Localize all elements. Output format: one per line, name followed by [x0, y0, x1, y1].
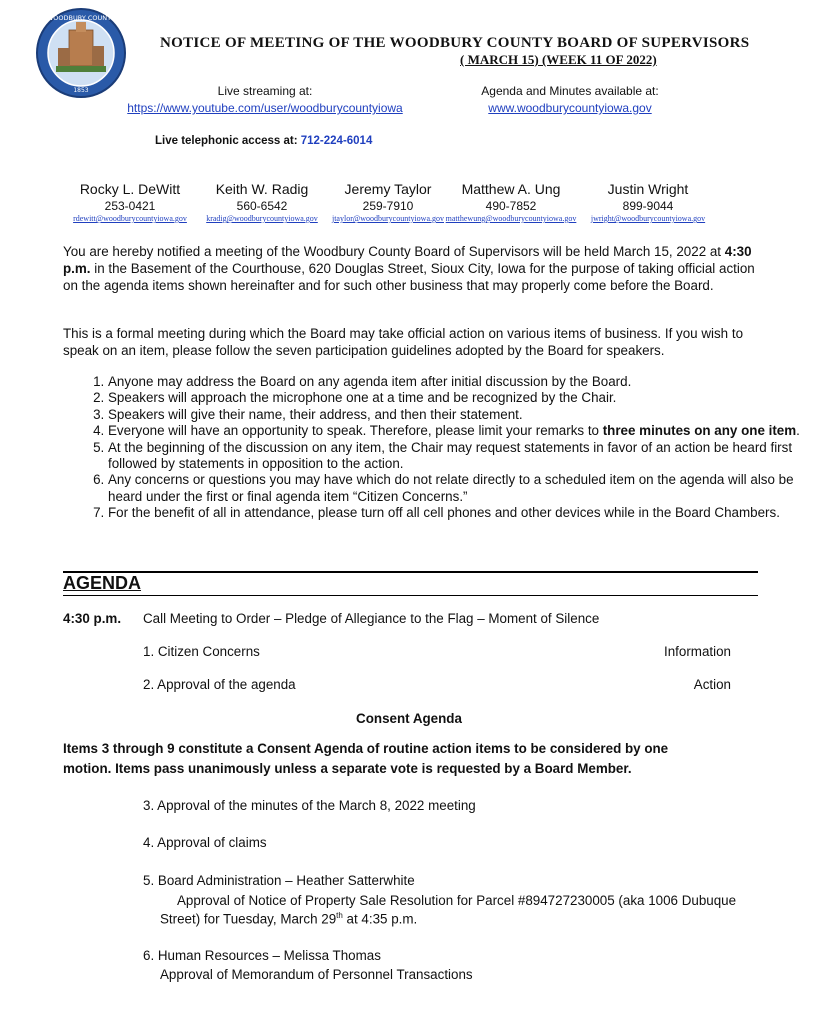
list-item: 5. At the beginning of the discussion on any item, the Chair may request statements in favor of an action be heard first followed by statements in opposition to the action. — [108, 440, 801, 473]
agenda-item-1: 1. Citizen Concerns — [143, 644, 260, 659]
agenda-opening: Call Meeting to Order – Pledge of Allegiance to the Flag – Moment of Silence — [143, 611, 600, 626]
member-email[interactable]: kradig@woodburycountyiowa.gov — [206, 214, 318, 223]
list-item: 7. For the benefit of all in attendance, please turn off all cell phones and other devices while in the Board Chambers. — [108, 505, 801, 521]
participation-guidelines — [63, 374, 801, 522]
member-email[interactable]: jwright@woodburycountyiowa.gov — [590, 214, 706, 223]
member-phone: 253-0421 — [104, 199, 156, 213]
seal-text-top: WOODBURY COUNTY — [46, 14, 116, 22]
member-name: Rocky L. DeWitt — [79, 181, 181, 197]
member-name: Jeremy Taylor — [344, 181, 432, 197]
member-name: Matthew A. Ung — [461, 181, 561, 197]
member-email[interactable]: matthewung@woodburycountyiowa.gov — [445, 214, 577, 223]
streaming-link[interactable]: https://www.youtube.com/user/woodburycountyiowa — [127, 101, 403, 115]
agenda-item-3: 3. Approval of the minutes of the March 8, 2022 meeting — [143, 798, 476, 813]
list-item: 3. Speakers will give their name, their address, and then their statement. — [108, 407, 801, 423]
consent-agenda-note-1: Items 3 through 9 constitute a Consent Agenda of routine action items to be considered by one — [63, 741, 669, 756]
agenda-item-6-desc: Approval of Memorandum of Personnel Transactions — [160, 967, 473, 982]
telephone-access: Live telephonic access at: 712-224-6014 — [155, 135, 373, 147]
telephone-number[interactable]: 712-224-6014 — [300, 135, 373, 147]
page-title: NOTICE OF MEETING OF THE WOODBURY COUNTY BOARD OF SUPERVISORS — [160, 35, 750, 51]
member-name: Justin Wright — [607, 181, 689, 197]
member-phone: 560-6542 — [236, 199, 288, 213]
agenda-item-5-desc: Approval of Notice of Property Sale Resolution for Parcel #894727230005 (aka 1006 Dubuque — [177, 893, 737, 908]
agenda-item-4: 4. Approval of claims — [143, 835, 267, 850]
seal-text-bottom: 1853 — [73, 87, 89, 94]
page-subtitle: ( MARCH 15) (WEEK 11 OF 2022) — [460, 52, 657, 67]
list-item: 6. Any concerns or questions you may have which do not relate directly to a scheduled item on the agenda will also be heard under the first or final agenda item “Citizen Concerns.” — [108, 472, 801, 505]
agenda-item-2-type: Action — [693, 677, 731, 692]
notice-paragraph-2: This is a formal meeting during which the Board may take official action on various items of business. If you wish to speak on an item, please follow the seven participation guidelines adopted by the Board for speakers. — [63, 326, 744, 358]
telephone-label: Live telephonic access at — [155, 135, 294, 147]
consent-agenda-heading: Consent Agenda — [356, 711, 462, 726]
list-item: 4. Everyone will have an opportunity to speak. Therefore, please limit your remarks to three minutes on any one item. — [108, 423, 801, 439]
agenda-item-6: 6. Human Resources – Melissa Thomas — [143, 948, 381, 963]
agenda-item-5: 5. Board Administration – Heather Satterwhite — [143, 873, 415, 888]
member-email[interactable]: rdewitt@woodburycountyiowa.gov — [73, 214, 187, 223]
list-item: 1. Anyone may address the Board on any agenda item after initial discussion by the Board. — [108, 374, 801, 390]
consent-agenda-note-2: motion. Items pass unanimously unless a separate vote is requested by a Board Member. — [63, 761, 632, 776]
agenda-minutes-link[interactable]: www.woodburycountyiowa.gov — [488, 101, 652, 115]
agenda-item-5-desc-2: Street) for Tuesday, March 29th at 4:35 p.m. — [160, 911, 418, 927]
member-name: Keith W. Radig — [215, 181, 309, 197]
member-email[interactable]: jtaylor@woodburycountyiowa.gov — [331, 214, 444, 223]
agenda-item-2: 2. Approval of the agenda — [143, 677, 296, 692]
agenda-minutes-label: Agenda and Minutes available at: — [481, 84, 659, 98]
agenda-heading: AGENDA — [63, 573, 142, 593]
list-item: 2. Speakers will approach the microphone one at a time and be recognized by the Chair. — [108, 390, 801, 406]
agenda-item-1-type: Information — [664, 644, 731, 659]
notice-paragraph-1: You are hereby notified a meeting of the Woodbury County Board of Supervisors will be held March 15, 2022 at 4:30 p.m. in the Basement of the Courthouse, 620 Douglas Street, Sioux City, Iowa for the purpose of taking official action on the agenda items shown hereinafter and for such other business that may properly come before the Board. — [63, 244, 755, 293]
meeting-time: 4:30 p.m. — [63, 244, 752, 276]
member-phone: 899-9044 — [622, 199, 674, 213]
agenda-time: 4:30 p.m. — [63, 611, 122, 626]
member-phone: 259-7910 — [362, 199, 414, 213]
streaming-label: Live streaming at: — [217, 84, 313, 98]
member-phone: 490-7852 — [485, 199, 537, 213]
divider — [63, 595, 758, 596]
divider — [63, 571, 758, 573]
